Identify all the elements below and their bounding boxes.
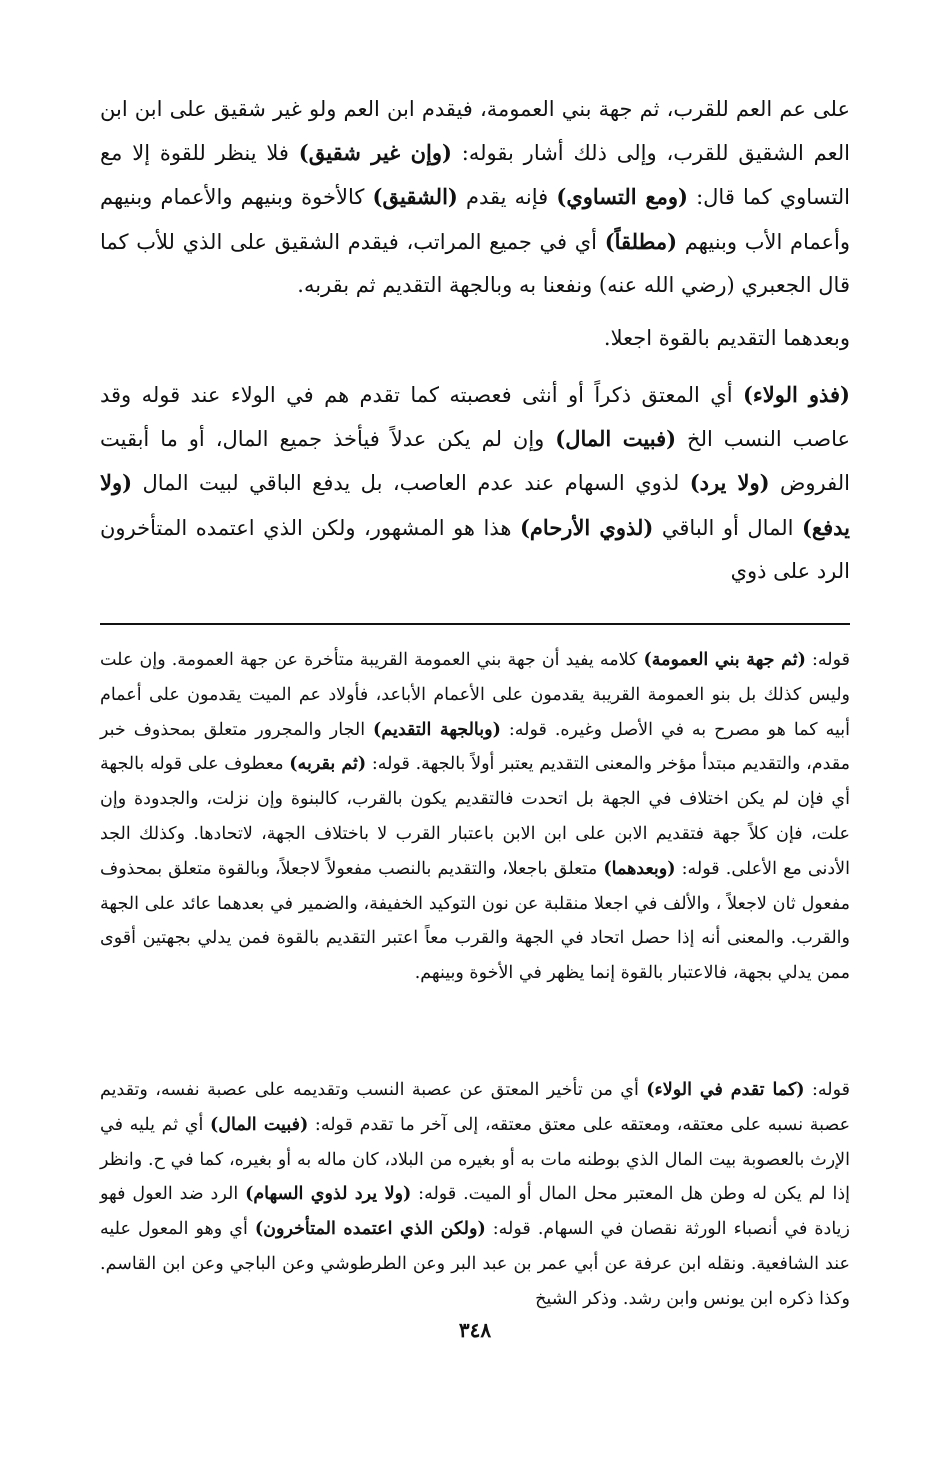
footnote-1 [100,643,850,1061]
footnote-2 [100,1073,850,1353]
keyword: (فبيت المال) [555,426,677,452]
main-paragraph-2: وبعدهما التقديم بالقوة اجعلا. [603,326,850,350]
keyword: (ولا يدفع) [100,470,850,540]
text-span: أي وهو المعول عليه عند الشافعية. ونقله ابن عرفة عن أبي عمر بن عبد البر وعن الطرطوشي وعن الباجي وعن ابن القاسم. وكذا ذكره ابن يونس وابن رشد. وذكر الشيخ [100,1219,850,1309]
page-number: ٣٤٨ [458,1318,492,1342]
main-text [100,88,850,589]
text-span: وإن لم يكن عدلاً فيأخذ جميع المال، أو ما أبقيت الفروض [100,427,850,496]
text-span: لذوي السهام عند عدم العاصب، بل يدفع الباقي لبيت المال [132,471,690,496]
keyword: (مطلقاً) [604,228,678,254]
keyword: (ولا يرد) [689,470,770,496]
text-span: كالأخوة وبنيهم والأعمام وبنيهم وأعمام الأب وبنيهم [100,185,851,254]
text-span: على عم العم للقرب، ثم جهة بني العمومة، فيقدم ابن العم ولو غير شقيق على ابن ابن العم الشقيق للقرب، وإلى ذلك أشار بقوله: [100,97,850,166]
footnote-divider [100,623,850,625]
text-span: الرد ضد العول فهو زيادة في أنصباء الورثة نقصان في السهام. قوله: [100,1184,850,1240]
footnotes [100,643,850,1353]
text-span: أي ثم يليه في الإرث بالعصوبة بيت المال الذي بوطنه مات به أو بغيره من البلاد، كان ماله به أو بغيره، كما في ح. وانظر إذا لم يكن له وطن هل المعتبر محل المال أو الميت. قوله: [100,1114,850,1205]
main-paragraph-3 [100,373,850,589]
keyword: (وإن غير شقيق) [298,140,452,166]
text-span: أي في جميع المراتب، فيقدم الشقيق على الذي للأب كما قال الجعبري (رضي الله عنه) ونفعنا به وبالجهة التقديم ثم بقربه. [100,229,850,297]
keyword: (وبالجهة التقديم) [373,719,501,740]
keyword: (ثم بقربه) [289,754,367,775]
keyword: (وبعدهما) [603,858,676,879]
text-span: المال أو الباقي [653,515,802,540]
text-span: فلا ينظر للقوة إلا مع التساوي كما قال: [100,141,851,210]
keyword: (ولا يرد لذوي السهام) [245,1184,412,1205]
text-span: أي من تأخير المعتق عن عصبة النسب وتقديمه على عصبة نفسه، وتقديم عصبة نسبه على معتقه، ومعتقه على معتق معتقه، إلى آخر ما تقدم قوله: [100,1080,851,1135]
keyword: (الشقيق) [372,184,458,210]
keyword: (فبيت المال) [210,1114,309,1135]
text-span: قوله: [804,1080,850,1100]
text-span: معطوف على قوله بالجهة أي فإن لم يكن اختلاف في الجهة بل اتحدت فالتقديم يكون بالقرب، كالبنوة وإن نزلت، والجدودة وإن علت، فإن كلاً جهة فتقديم الابن على ابن الابن باعتبار القرب لا باختلاف الجهة، لاتحادها. وكذلك الجد الأدنى مع الأعلى. قوله: [100,754,851,879]
text-span: هذا هو المشهور، ولكن الذي اعتمده المتأخرون الرد على ذوي [100,515,850,583]
keyword: (فذو الولاء) [742,382,850,407]
keyword: (ومع التساوي) [556,184,688,210]
main-paragraph-1 [100,88,850,304]
keyword: (ولكن الذي اعتمده المتأخرون) [254,1219,486,1240]
text-span: الجار والمجرور متعلق بمحذوف خبر مقدم، والتقديم مبتدأ مؤخر والمعنى التقديم يعتبر أولاً بالجهة. قوله: [100,719,850,775]
text-span: متعلق باجعلا، والتقديم بالنصب مفعولاً لاجعلاً، وبالقوة متعلق بمحذوف مفعول ثان لاجعلاً ، والألف في اجعلا منقلبة عن نون التوكيد الخفيفة، والضمير في بعدهما عائد على الجهة والقرب. والمعنى أنه إذا حصل اتحاد في الجهة والقرب معاً اعتبر التقديم بالقوة فمن يدلي بجهتين أقوى ممن يدلي بجهة، فالاعتبار بالقوة إنما يظهر في الأخوة وبينهم. [100,858,850,984]
text-span: كلامه يفيد أن جهة بني العمومة القريبة متأخرة عن جهة العمومة. وإن علت وليس كذلك بل بنو العمومة القريبة يقدمون على الأعمام الأباعد، فأولاد عم الميت يقدمون على أعمام أبيه كما هو مصرح به في الأصل وغيره. قوله: [100,650,850,740]
keyword: (ثم جهة بني العمومة) [643,650,806,670]
text-span: أي المعتق ذكراً أو أنثى فعصبته كما تقدم هم في الولاء عند قوله وقد عاصب النسب الخ [100,383,851,452]
text-span: قوله: [805,650,850,670]
keyword: (كما تقدم في الولاء) [646,1080,805,1100]
text-span: فإنه يقدم [457,185,557,210]
keyword: (لذوي الأرحام) [519,514,654,540]
